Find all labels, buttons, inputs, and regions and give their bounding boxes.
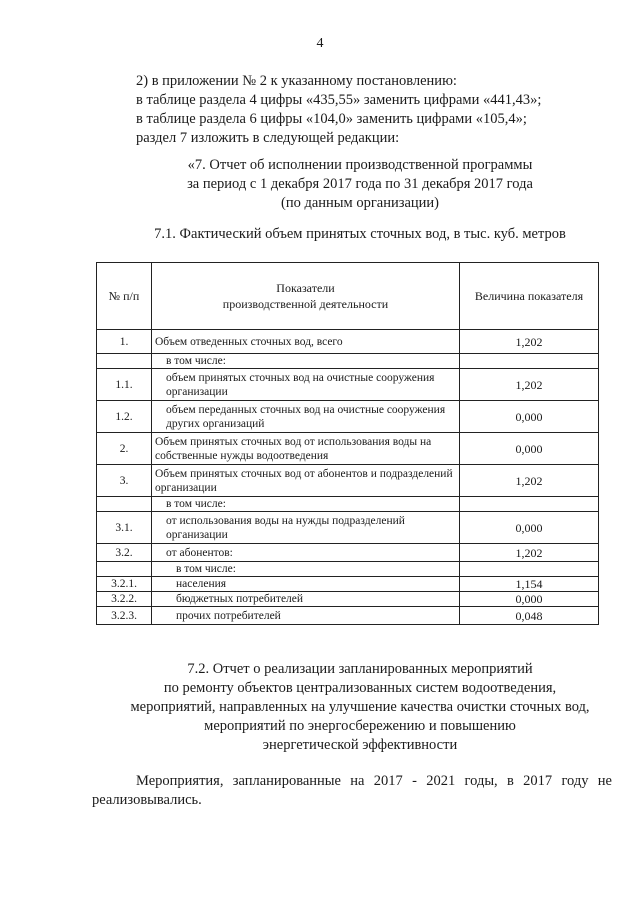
- row-number: 1.1.: [97, 369, 152, 401]
- row-indicator: в том числе:: [152, 562, 460, 577]
- table-row: [97, 330, 599, 354]
- row-number: 2.: [97, 433, 152, 465]
- row-value: 0,000: [460, 512, 599, 544]
- table-row: [97, 354, 599, 369]
- table-body: [97, 330, 599, 625]
- row-value: 0,000: [460, 433, 599, 465]
- row-indicator: в том числе:: [152, 354, 460, 369]
- row-indicator: бюджетных потребителей: [152, 592, 460, 607]
- table-row: [97, 465, 599, 497]
- row-value: 0,000: [460, 401, 599, 433]
- row-value: 1,202: [460, 330, 599, 354]
- table-row: [97, 562, 599, 577]
- header-indicator-line: производственной деятельности: [222, 297, 389, 311]
- row-value: 1,202: [460, 465, 599, 497]
- wastewater-volume-table: [96, 262, 599, 625]
- row-value: 1,154: [460, 577, 599, 592]
- row-value: 1,202: [460, 544, 599, 562]
- row-indicator: объем переданных сточных вод на очистные сооружения других организаций: [152, 401, 460, 433]
- row-indicator: Объем принятых сточных вод от использования воды на собственные нужды водоотведения: [152, 433, 460, 465]
- section-7-title: [140, 156, 580, 213]
- subsection-7-1-title: 7.1. Фактический объем принятых сточных вод, в тыс. куб. метров: [154, 226, 566, 242]
- table-row: [97, 369, 599, 401]
- row-number: 3.2.2.: [97, 592, 152, 607]
- table-row: [97, 512, 599, 544]
- row-number: 3.1.: [97, 512, 152, 544]
- section-7-2-title-line: 7.2. Отчет о реализации запланированных мероприятий: [187, 661, 533, 677]
- section-7-title-line: «7. Отчет об исполнении производственной программы: [187, 157, 533, 173]
- section-7-2-title-line: по ремонту объектов централизованных систем водоотведения,: [163, 680, 557, 696]
- table-row: [97, 497, 599, 512]
- header-value: Величина показателя: [460, 263, 599, 330]
- intro-line: раздел 7 изложить в следующей редакции:: [136, 130, 400, 146]
- row-indicator: Объем отведенных сточных вод, всего: [152, 330, 460, 354]
- row-indicator: от абонентов:: [152, 544, 460, 562]
- table-row: [97, 592, 599, 607]
- header-indicator: [152, 263, 460, 330]
- section-7-2-title-line: энергетической эффективности: [262, 737, 458, 753]
- row-number: [97, 497, 152, 512]
- row-indicator: в том числе:: [152, 497, 460, 512]
- table-row: [97, 544, 599, 562]
- row-value: 1,202: [460, 369, 599, 401]
- row-number: 3.2.3.: [97, 607, 152, 625]
- row-number: 1.2.: [97, 401, 152, 433]
- row-number: [97, 562, 152, 577]
- section-7-2-title: [60, 660, 640, 755]
- section-7-2-title-line: мероприятий по энергосбережению и повышению: [204, 718, 516, 734]
- row-value: 0,000: [460, 592, 599, 607]
- row-indicator: населения: [152, 577, 460, 592]
- table-row: [97, 433, 599, 465]
- table-header-row: [97, 263, 599, 330]
- intro-line: 2) в приложении № 2 к указанному постановлению:: [136, 73, 457, 89]
- row-value: [460, 562, 599, 577]
- section-7-title-line: за период с 1 декабря 2017 года по 31 декабря 2017 года: [187, 176, 533, 192]
- table-row: [97, 401, 599, 433]
- row-number: [97, 354, 152, 369]
- row-indicator: прочих потребителей: [152, 607, 460, 625]
- intro-paragraph: [136, 72, 606, 148]
- table-row: [97, 607, 599, 625]
- row-indicator: объем принятых сточных вод на очистные сооружения организации: [152, 369, 460, 401]
- row-value: [460, 354, 599, 369]
- row-number: 3.2.: [97, 544, 152, 562]
- row-indicator: Объем принятых сточных вод от абонентов и подразделений организации: [152, 465, 460, 497]
- row-number: 1.: [97, 330, 152, 354]
- row-number: 3.2.1.: [97, 577, 152, 592]
- row-value: [460, 497, 599, 512]
- table-row: [97, 577, 599, 592]
- row-indicator: от использования воды на нужды подразделений организации: [152, 512, 460, 544]
- section-7-2-title-line: мероприятий, направленных на улучшение качества очистки сточных вод,: [130, 699, 590, 715]
- intro-line: в таблице раздела 4 цифры «435,55» заменить цифрами «441,43»;: [136, 92, 542, 108]
- header-indicator-line: Показатели: [276, 281, 335, 295]
- final-paragraph: Мероприятия, запланированные на 2017 - 2021 годы, в 2017 году не реализовывались.: [92, 773, 612, 808]
- row-value: 0,048: [460, 607, 599, 625]
- section-7-title-line: (по данным организации): [280, 195, 439, 211]
- intro-line: в таблице раздела 6 цифры «104,0» заменить цифрами «105,4»;: [136, 111, 527, 127]
- page-number: 4: [316, 36, 324, 51]
- row-number: 3.: [97, 465, 152, 497]
- header-num: № п/п: [97, 263, 152, 330]
